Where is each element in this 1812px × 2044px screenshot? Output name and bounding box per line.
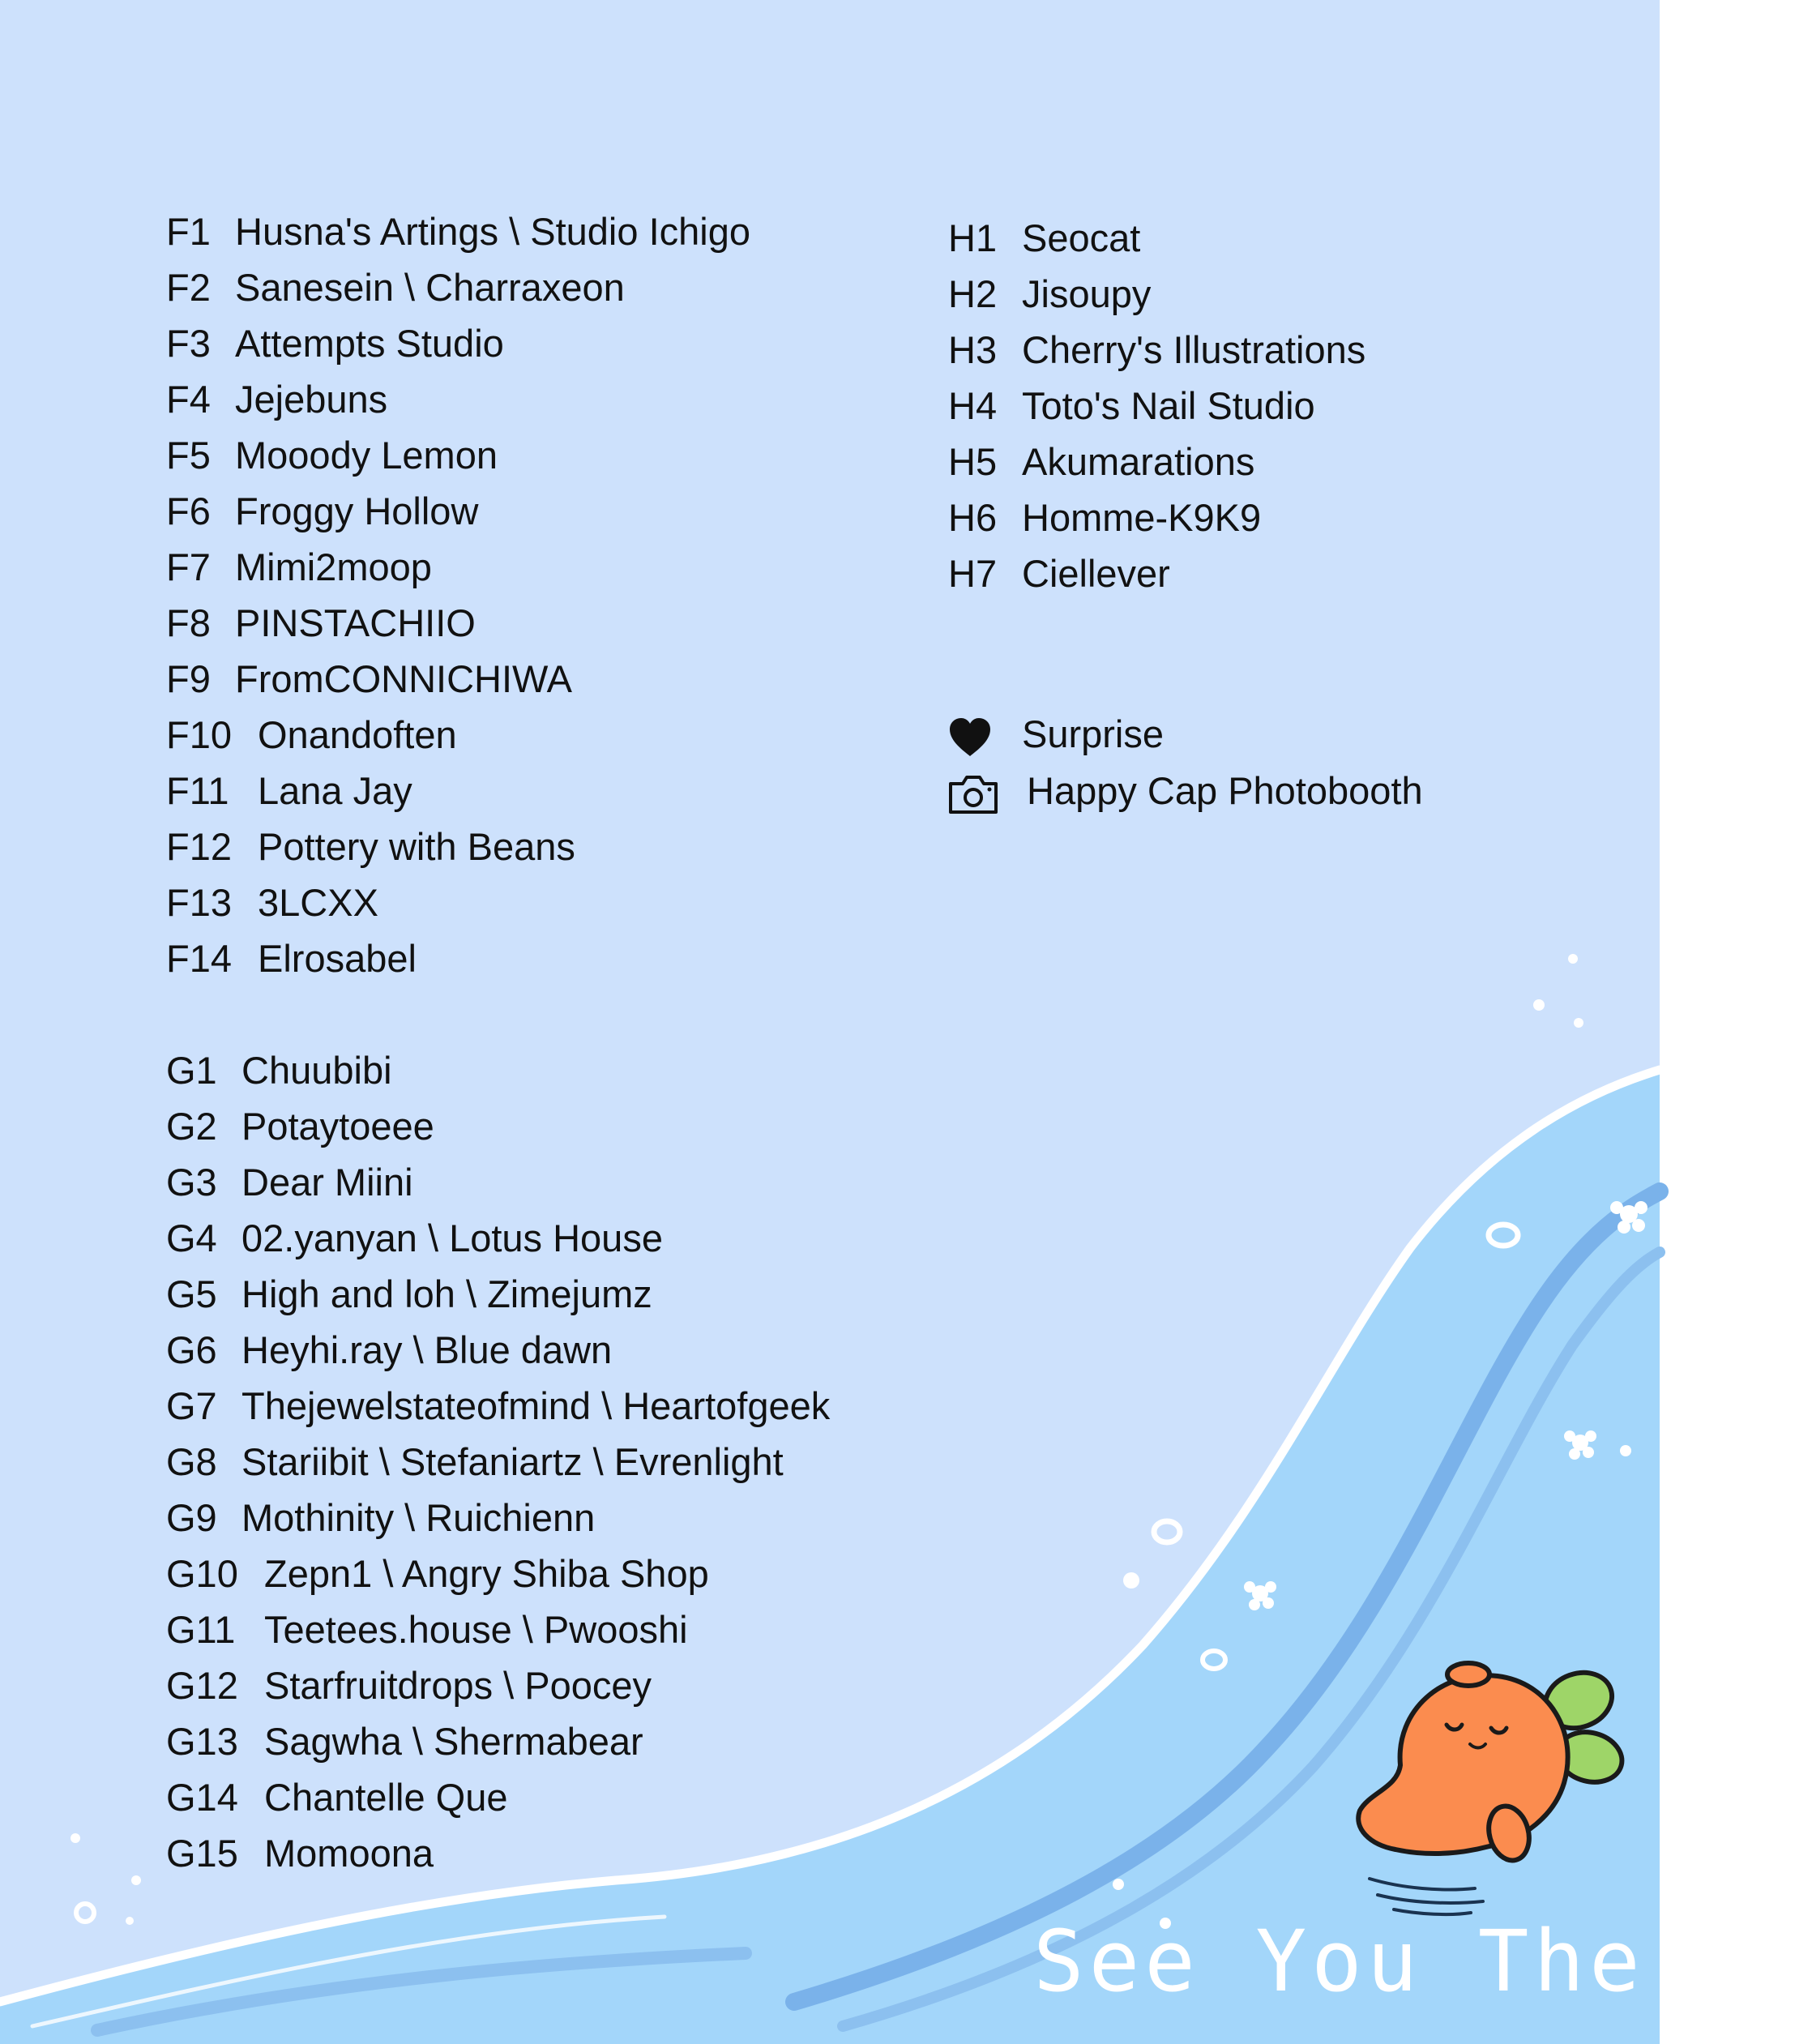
booth-name: High and loh \ Zimejumz: [241, 1272, 652, 1315]
booth-name: Homme-K9K9: [1022, 496, 1262, 539]
booth-row: [166, 1216, 663, 1261]
booth-row: [166, 712, 457, 758]
booth-code: H3: [948, 328, 998, 371]
booth-name: Starfruitdrops \ Poocey: [264, 1664, 652, 1707]
booth-code: G14: [166, 1776, 238, 1819]
booth-code: F5: [166, 434, 211, 477]
booth-name: Chantelle Que: [264, 1776, 508, 1819]
booth-name: Chuubibi: [241, 1049, 392, 1092]
heart-icon: [948, 717, 1022, 758]
booth-name: 3LCXX: [258, 881, 378, 924]
booth-code: G7: [166, 1384, 217, 1427]
booth-code: G5: [166, 1272, 217, 1315]
bubble: [1154, 1521, 1180, 1542]
booth-code: F3: [166, 322, 211, 365]
booth-row: [166, 1831, 434, 1876]
booth-row: [166, 1104, 434, 1149]
booth-code: G2: [166, 1105, 217, 1148]
booth-row: [166, 1775, 507, 1820]
booth-name: Sagwha \ Shermabear: [264, 1720, 643, 1763]
bubble: [1113, 1879, 1124, 1890]
booth-name: Akumarations: [1022, 440, 1255, 483]
booth-name: Mothinity \ Ruichienn: [241, 1496, 596, 1539]
booth-row: [166, 1272, 652, 1317]
booth-code: G13: [166, 1720, 238, 1763]
booth-row: [166, 936, 417, 981]
booth-name: Onandoften: [258, 713, 457, 756]
booth-name: Husna's Artings \ Studio Ichigo: [235, 210, 750, 253]
booth-name: Mimi2moop: [235, 545, 432, 588]
booth-row: [166, 489, 478, 534]
booth-name: Attempts Studio: [235, 322, 504, 365]
booth-code: F4: [166, 378, 211, 421]
booth-code: H6: [948, 496, 998, 539]
booth-row: [166, 1439, 784, 1485]
bubble: [71, 1833, 80, 1843]
booth-code: G11: [166, 1608, 236, 1651]
booth-name: Ciellever: [1022, 552, 1170, 595]
booth-code: G8: [166, 1440, 217, 1483]
booth-code: F14: [166, 937, 232, 980]
extra-row-photobooth: [948, 768, 1423, 815]
booth-code: F8: [166, 601, 211, 644]
booth-code: F9: [166, 657, 211, 700]
booth-code: F11: [166, 769, 229, 812]
booth-code: H5: [948, 440, 998, 483]
booth-row: [166, 880, 378, 926]
booth-row: [166, 265, 625, 310]
booth-name: Pottery with Beans: [258, 825, 575, 868]
booth-row: [948, 551, 1170, 597]
booth-code: G4: [166, 1217, 217, 1259]
booth-row: [948, 272, 1151, 317]
footer-title: See You There!: [1033, 1912, 1812, 2011]
booth-name: Dear Miini: [241, 1161, 413, 1204]
bubble: [1568, 954, 1578, 964]
booth-row: [166, 1551, 709, 1597]
booth-row: [166, 768, 412, 814]
bubble: [126, 1917, 134, 1925]
booth-code: H7: [948, 552, 998, 595]
booth-code: H1: [948, 216, 998, 259]
bubble: [131, 1875, 141, 1885]
bubble: [76, 1904, 94, 1922]
booth-name: Teetees.house \ Pwooshi: [264, 1608, 688, 1651]
booth-name: Toto's Nail Studio: [1022, 384, 1315, 427]
booth-row: [948, 439, 1254, 485]
booth-row: [166, 601, 476, 646]
booth-row: [948, 216, 1140, 261]
extra-label: Surprise: [1022, 712, 1165, 755]
booth-row: [166, 321, 504, 366]
booth-code: H4: [948, 384, 998, 427]
booth-code: F7: [166, 545, 211, 588]
booth-name: Mooody Lemon: [235, 434, 498, 477]
booth-row: [166, 1607, 688, 1653]
booth-code: G9: [166, 1496, 217, 1539]
booth-row: [166, 1719, 643, 1764]
booth-code: F1: [166, 210, 211, 253]
booth-name: Zepn1 \ Angry Shiba Shop: [264, 1552, 709, 1595]
booth-name: Froggy Hollow: [235, 490, 479, 532]
bubble: [1574, 1018, 1583, 1028]
booth-name: Jejebuns: [235, 378, 388, 421]
booth-name: Elrosabel: [258, 937, 417, 980]
booth-row: [166, 433, 498, 478]
booth-row: [166, 656, 572, 702]
extra-label: Happy Cap Photobooth: [1027, 769, 1423, 812]
booth-row: [166, 1328, 612, 1373]
booth-code: F2: [166, 266, 211, 309]
booth-code: G6: [166, 1328, 217, 1371]
booth-row: [166, 824, 575, 870]
booth-name: FromCONNICHIWA: [235, 657, 573, 700]
booth-row: [166, 1383, 830, 1429]
booth-name: Jisoupy: [1022, 272, 1152, 315]
booth-code: G1: [166, 1049, 217, 1092]
bubble: [1123, 1572, 1139, 1589]
booth-name: Seocat: [1022, 216, 1141, 259]
booth-row: [948, 495, 1261, 541]
booth-code: F13: [166, 881, 232, 924]
booth-code: G15: [166, 1832, 238, 1875]
booth-code: H2: [948, 272, 998, 315]
booth-name: Heyhi.ray \ Blue dawn: [241, 1328, 613, 1371]
booth-name: Stariibit \ Stefaniartz \ Evrenlight: [241, 1440, 784, 1483]
booth-name: 02.yanyan \ Lotus House: [241, 1217, 663, 1259]
booth-row: [948, 327, 1365, 373]
booth-code: G3: [166, 1161, 217, 1204]
booth-name: Cherry's Illustrations: [1022, 328, 1366, 371]
extra-row-surprise: [948, 712, 1164, 758]
booth-name: Sanesein \ Charraxeon: [235, 266, 625, 309]
booth-code: F10: [166, 713, 232, 756]
booth-code: G12: [166, 1664, 238, 1707]
booth-name: Lana Jay: [258, 769, 412, 812]
booth-name: Thejewelstateofmind \ Heartofgeek: [241, 1384, 831, 1427]
booth-code: F6: [166, 490, 211, 532]
booth-row: [166, 1495, 595, 1541]
booth-row: [166, 1048, 392, 1093]
booth-name: Potaytoeee: [241, 1105, 434, 1148]
booth-row: [166, 545, 432, 590]
booth-row: [166, 1160, 413, 1205]
booth-name: Momoona: [264, 1832, 434, 1875]
booth-name: PINSTACHIIO: [235, 601, 476, 644]
booth-code: F12: [166, 825, 232, 868]
camera-icon: [948, 774, 1022, 815]
booth-row: [166, 377, 387, 422]
bubble: [1533, 999, 1545, 1011]
bubble: [1620, 1445, 1631, 1456]
booth-row: [166, 209, 750, 254]
booth-row: [166, 1663, 652, 1708]
booth-row: [948, 383, 1315, 429]
booth-code: G10: [166, 1552, 238, 1595]
